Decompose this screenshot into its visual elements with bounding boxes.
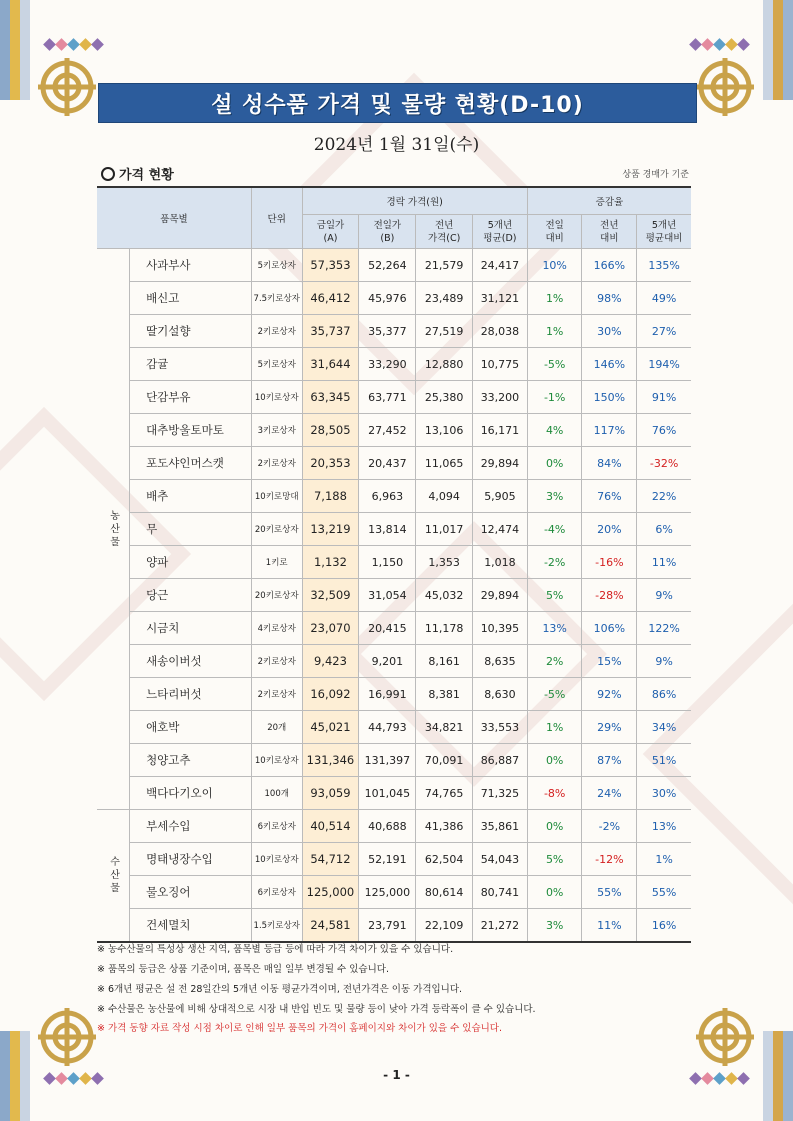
price-prev-day: 13,814 — [359, 513, 416, 546]
item-name: 무 — [130, 513, 252, 546]
change-prev-year: 98% — [582, 282, 637, 315]
diamond-row-top-right — [690, 40, 749, 49]
price-prev-year: 62,504 — [416, 843, 473, 876]
item-name: 사과부사 — [130, 249, 252, 282]
price-avg5: 5,905 — [473, 480, 528, 513]
table-row — [97, 282, 691, 315]
change-avg5: 49% — [637, 282, 691, 315]
price-today: 54,712 — [302, 843, 359, 876]
item-name: 새송이버섯 — [130, 645, 252, 678]
price-prev-day: 52,191 — [359, 843, 416, 876]
price-avg5: 29,894 — [473, 579, 528, 612]
item-name: 명태냉장수입 — [130, 843, 252, 876]
item-unit: 10키로상자 — [251, 381, 302, 414]
category-fish: 수산물 — [97, 810, 130, 943]
change-avg5: 135% — [637, 249, 691, 282]
change-avg5: 13% — [637, 810, 691, 843]
price-prev-year: 25,380 — [416, 381, 473, 414]
item-unit: 20개 — [251, 711, 302, 744]
table-row — [97, 579, 691, 612]
change-avg5: -32% — [637, 447, 691, 480]
change-prev-day: -5% — [527, 678, 582, 711]
header-vs-prev-year: 전년 대비 — [582, 215, 637, 249]
table-row — [97, 843, 691, 876]
price-avg5: 54,043 — [473, 843, 528, 876]
price-prev-day: 31,054 — [359, 579, 416, 612]
category-agri: 농산물 — [97, 249, 130, 810]
change-prev-day: 13% — [527, 612, 582, 645]
header-unit: 단위 — [251, 187, 302, 249]
price-prev-day: 20,437 — [359, 447, 416, 480]
price-prev-year: 74,765 — [416, 777, 473, 810]
change-prev-day: 0% — [527, 447, 582, 480]
change-prev-year: 166% — [582, 249, 637, 282]
ornament-icon-bottom-left — [36, 1006, 98, 1068]
price-prev-year: 27,519 — [416, 315, 473, 348]
item-name: 애호박 — [130, 711, 252, 744]
change-avg5: 76% — [637, 414, 691, 447]
item-unit: 10키로상자 — [251, 843, 302, 876]
footnote-4: ※ 수산물은 농산물에 비해 상대적으로 시장 내 반입 빈도 및 물량 등이 낮아 가격 등락폭이 클 수 있습니다. — [97, 1004, 536, 1015]
item-name: 감귤 — [130, 348, 252, 381]
price-today: 31,644 — [302, 348, 359, 381]
price-today: 7,188 — [302, 480, 359, 513]
table-row — [97, 645, 691, 678]
footnote-red: ※ 가격 동향 자료 작성 시점 차이로 인해 일부 품목의 가격이 홈페이지와 차이가 있을 수 있습니다. — [97, 1023, 503, 1034]
item-name: 느타리버섯 — [130, 678, 252, 711]
price-prev-day: 1,150 — [359, 546, 416, 579]
item-name: 단감부유 — [130, 381, 252, 414]
price-today: 125,000 — [302, 876, 359, 909]
item-name: 건세멸치 — [130, 909, 252, 943]
item-unit: 2키로상자 — [251, 645, 302, 678]
change-avg5: 22% — [637, 480, 691, 513]
price-today: 63,345 — [302, 381, 359, 414]
table-row — [97, 381, 691, 414]
table-row — [97, 480, 691, 513]
price-avg5: 21,272 — [473, 909, 528, 943]
change-prev-day: -1% — [527, 381, 582, 414]
item-unit: 2키로상자 — [251, 447, 302, 480]
price-prev-day: 63,771 — [359, 381, 416, 414]
item-unit: 20키로상자 — [251, 513, 302, 546]
item-unit: 2키로상자 — [251, 678, 302, 711]
footnote-1: ※ 농수산물의 특성상 생산 지역, 품목별 등급 등에 따라 가격 차이가 있을 수 있습니다. — [97, 944, 454, 955]
table-row — [97, 711, 691, 744]
change-prev-year: 29% — [582, 711, 637, 744]
header-prev-day: 전일가 (B) — [359, 215, 416, 249]
table-row — [97, 348, 691, 381]
price-avg5: 16,171 — [473, 414, 528, 447]
item-unit: 7.5키로상자 — [251, 282, 302, 315]
change-prev-year: 76% — [582, 480, 637, 513]
price-today: 35,737 — [302, 315, 359, 348]
change-prev-year: -2% — [582, 810, 637, 843]
change-avg5: 11% — [637, 546, 691, 579]
price-prev-day: 16,991 — [359, 678, 416, 711]
change-avg5: 1% — [637, 843, 691, 876]
change-prev-day: -4% — [527, 513, 582, 546]
item-unit: 100개 — [251, 777, 302, 810]
item-name: 청양고추 — [130, 744, 252, 777]
price-today: 46,412 — [302, 282, 359, 315]
change-prev-day: 5% — [527, 843, 582, 876]
price-today: 23,070 — [302, 612, 359, 645]
item-unit: 6키로상자 — [251, 810, 302, 843]
price-avg5: 12,474 — [473, 513, 528, 546]
price-prev-day: 40,688 — [359, 810, 416, 843]
change-prev-day: 1% — [527, 282, 582, 315]
item-unit: 5키로상자 — [251, 249, 302, 282]
item-name: 물오징어 — [130, 876, 252, 909]
ornament-icon-bottom-right — [694, 1006, 756, 1068]
item-name: 포도샤인머스캣 — [130, 447, 252, 480]
item-name: 배신고 — [130, 282, 252, 315]
price-avg5: 31,121 — [473, 282, 528, 315]
change-prev-day: 2% — [527, 645, 582, 678]
item-name: 양파 — [130, 546, 252, 579]
price-prev-day: 6,963 — [359, 480, 416, 513]
ornament-icon-top-right — [694, 56, 756, 118]
item-name: 백다다기오이 — [130, 777, 252, 810]
diamond-row-top-left — [44, 40, 103, 49]
price-prev-day: 27,452 — [359, 414, 416, 447]
item-unit: 4키로상자 — [251, 612, 302, 645]
change-prev-day: 3% — [527, 909, 582, 943]
stripe-right-top — [763, 0, 793, 100]
price-avg5: 71,325 — [473, 777, 528, 810]
change-prev-day: 3% — [527, 480, 582, 513]
price-today: 1,132 — [302, 546, 359, 579]
item-unit: 1.5키로상자 — [251, 909, 302, 943]
change-prev-day: 0% — [527, 876, 582, 909]
price-today: 9,423 — [302, 645, 359, 678]
item-name: 딸기설향 — [130, 315, 252, 348]
price-avg5: 10,775 — [473, 348, 528, 381]
item-unit: 10키로상자 — [251, 744, 302, 777]
price-avg5: 80,741 — [473, 876, 528, 909]
price-today: 13,219 — [302, 513, 359, 546]
price-today: 32,509 — [302, 579, 359, 612]
table-row — [97, 315, 691, 348]
price-today: 28,505 — [302, 414, 359, 447]
table-row — [97, 909, 691, 943]
change-prev-year: -12% — [582, 843, 637, 876]
change-prev-year: 87% — [582, 744, 637, 777]
price-prev-year: 80,614 — [416, 876, 473, 909]
item-name: 배추 — [130, 480, 252, 513]
price-today: 20,353 — [302, 447, 359, 480]
price-avg5: 35,861 — [473, 810, 528, 843]
price-avg5: 33,200 — [473, 381, 528, 414]
price-today: 57,353 — [302, 249, 359, 282]
price-prev-year: 8,161 — [416, 645, 473, 678]
change-prev-day: 5% — [527, 579, 582, 612]
circle-bullet-icon — [101, 167, 115, 181]
change-prev-year: 150% — [582, 381, 637, 414]
table-row — [97, 447, 691, 480]
header-auction-price: 경락 가격(원) — [302, 187, 527, 215]
item-name: 시금치 — [130, 612, 252, 645]
item-unit: 1키로 — [251, 546, 302, 579]
change-prev-year: 15% — [582, 645, 637, 678]
footnote-2: ※ 품목의 등급은 상품 기준이며, 품목은 매일 일부 변경될 수 있습니다. — [97, 964, 389, 975]
price-today: 16,092 — [302, 678, 359, 711]
footnotes — [97, 940, 536, 1038]
report-date: 2024년 1월 31일(수) — [313, 135, 480, 155]
price-prev-day: 35,377 — [359, 315, 416, 348]
change-avg5: 91% — [637, 381, 691, 414]
price-prev-year: 22,109 — [416, 909, 473, 943]
price-prev-year: 8,381 — [416, 678, 473, 711]
change-prev-day: 4% — [527, 414, 582, 447]
page-title: 설 성수품 가격 및 물량 현황(D-10) — [211, 92, 584, 118]
item-unit: 2키로상자 — [251, 315, 302, 348]
price-today: 40,514 — [302, 810, 359, 843]
item-name: 부세수입 — [130, 810, 252, 843]
price-prev-year: 45,032 — [416, 579, 473, 612]
item-name: 당근 — [130, 579, 252, 612]
price-prev-day: 52,264 — [359, 249, 416, 282]
header-vs-avg5: 5개년 평균대비 — [637, 215, 691, 249]
item-unit: 3키로상자 — [251, 414, 302, 447]
price-prev-year: 11,178 — [416, 612, 473, 645]
price-avg5: 8,635 — [473, 645, 528, 678]
change-prev-year: 11% — [582, 909, 637, 943]
item-name: 대추방울토마토 — [130, 414, 252, 447]
price-prev-day: 45,976 — [359, 282, 416, 315]
change-prev-year: -16% — [582, 546, 637, 579]
change-avg5: 34% — [637, 711, 691, 744]
price-prev-year: 21,579 — [416, 249, 473, 282]
table-row — [97, 513, 691, 546]
price-avg5: 29,894 — [473, 447, 528, 480]
price-avg5: 33,553 — [473, 711, 528, 744]
item-unit: 20키로상자 — [251, 579, 302, 612]
price-prev-day: 33,290 — [359, 348, 416, 381]
price-prev-day: 20,415 — [359, 612, 416, 645]
header-vs-prev-day: 전일 대비 — [527, 215, 582, 249]
section-title: 가격 현황 — [119, 168, 174, 183]
change-prev-year: 20% — [582, 513, 637, 546]
change-prev-day: 10% — [527, 249, 582, 282]
header-item: 품목별 — [97, 187, 251, 249]
change-prev-year: 24% — [582, 777, 637, 810]
change-avg5: 9% — [637, 579, 691, 612]
price-prev-year: 4,094 — [416, 480, 473, 513]
table-row — [97, 810, 691, 843]
change-avg5: 27% — [637, 315, 691, 348]
change-prev-year: 30% — [582, 315, 637, 348]
section-heading — [101, 164, 174, 183]
price-today: 24,581 — [302, 909, 359, 943]
item-unit: 6키로상자 — [251, 876, 302, 909]
price-prev-day: 101,045 — [359, 777, 416, 810]
change-prev-year: 55% — [582, 876, 637, 909]
table-row — [97, 612, 691, 645]
ornament-icon-top-left — [36, 56, 98, 118]
price-prev-year: 23,489 — [416, 282, 473, 315]
footnote-3: ※ 6개년 평균은 설 전 28일간의 5개년 이동 평균가격이며, 전년가격은 이동 가격입니다. — [97, 984, 463, 995]
price-prev-year: 11,065 — [416, 447, 473, 480]
price-prev-year: 41,386 — [416, 810, 473, 843]
price-prev-year: 70,091 — [416, 744, 473, 777]
change-avg5: 30% — [637, 777, 691, 810]
change-avg5: 9% — [637, 645, 691, 678]
table-row — [97, 678, 691, 711]
price-avg5: 24,417 — [473, 249, 528, 282]
change-prev-year: -28% — [582, 579, 637, 612]
header-avg5: 5개년 평균(D) — [473, 215, 528, 249]
price-avg5: 86,887 — [473, 744, 528, 777]
price-prev-day: 44,793 — [359, 711, 416, 744]
price-avg5: 8,630 — [473, 678, 528, 711]
change-prev-day: -2% — [527, 546, 582, 579]
change-avg5: 194% — [637, 348, 691, 381]
price-avg5: 1,018 — [473, 546, 528, 579]
change-avg5: 16% — [637, 909, 691, 943]
change-prev-year: 146% — [582, 348, 637, 381]
change-prev-day: 1% — [527, 315, 582, 348]
price-table — [97, 186, 691, 943]
price-prev-year: 1,353 — [416, 546, 473, 579]
item-unit: 5키로상자 — [251, 348, 302, 381]
change-avg5: 55% — [637, 876, 691, 909]
table-row — [97, 876, 691, 909]
change-avg5: 51% — [637, 744, 691, 777]
price-basis-note: 상품 경매가 기준 — [622, 170, 689, 180]
table-row — [97, 744, 691, 777]
table-row — [97, 414, 691, 447]
table-row — [97, 777, 691, 810]
change-avg5: 86% — [637, 678, 691, 711]
price-today: 45,021 — [302, 711, 359, 744]
change-prev-year: 84% — [582, 447, 637, 480]
change-avg5: 122% — [637, 612, 691, 645]
price-prev-year: 13,106 — [416, 414, 473, 447]
header-change-rate: 증감율 — [527, 187, 691, 215]
table-row — [97, 249, 691, 282]
price-prev-year: 12,880 — [416, 348, 473, 381]
price-prev-day: 23,791 — [359, 909, 416, 943]
price-avg5: 28,038 — [473, 315, 528, 348]
item-unit: 10키로망대 — [251, 480, 302, 513]
change-prev-day: 1% — [527, 711, 582, 744]
header-today: 금일가 (A) — [302, 215, 359, 249]
title-banner — [98, 83, 697, 123]
change-prev-year: 117% — [582, 414, 637, 447]
price-today: 131,346 — [302, 744, 359, 777]
price-prev-day: 125,000 — [359, 876, 416, 909]
page-number: - 1 - — [383, 1068, 410, 1082]
price-table-body — [97, 249, 691, 943]
change-prev-day: -5% — [527, 348, 582, 381]
change-prev-day: 0% — [527, 744, 582, 777]
change-prev-year: 106% — [582, 612, 637, 645]
price-prev-year: 11,017 — [416, 513, 473, 546]
price-prev-year: 34,821 — [416, 711, 473, 744]
change-avg5: 6% — [637, 513, 691, 546]
price-prev-day: 131,397 — [359, 744, 416, 777]
change-prev-day: -8% — [527, 777, 582, 810]
price-today: 93,059 — [302, 777, 359, 810]
price-avg5: 10,395 — [473, 612, 528, 645]
change-prev-day: 0% — [527, 810, 582, 843]
stripe-left-top — [0, 0, 30, 100]
change-prev-year: 92% — [582, 678, 637, 711]
price-prev-day: 9,201 — [359, 645, 416, 678]
header-prev-year: 전년 가격(C) — [416, 215, 473, 249]
table-row — [97, 546, 691, 579]
